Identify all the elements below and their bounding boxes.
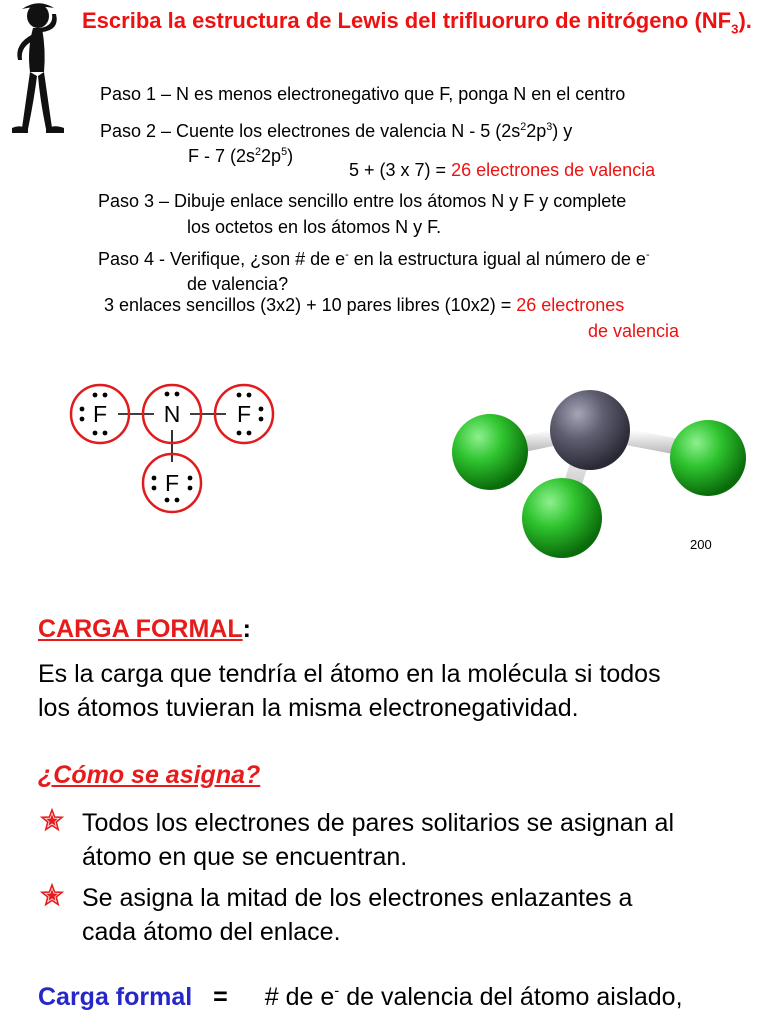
model-caption: 200 [690, 537, 712, 552]
thinking-figure-icon [0, 0, 80, 140]
model-fluorine-right [670, 420, 746, 496]
check-result-cont: de valencia [588, 321, 680, 341]
carga-definition: Es la carga que tendría el átomo en la molécula si todos los átomos tuvieran la misma electronegatividad. [38, 660, 661, 722]
formula-label: Carga formal [38, 983, 193, 1011]
step-2-sum: 5 + (3 x 7) = 26 electrones de valencia [349, 160, 656, 180]
atom-f-right: F [236, 401, 252, 427]
star-icon [40, 808, 64, 832]
formula-rhs: # de e- de valencia del átomo aislado, [264, 982, 683, 1011]
step-3-text: Paso 3 – Dibuje enlace sencillo entre los átomos N y F y complete [98, 191, 627, 211]
step-4-text: Paso 4 - Verifique, ¿son # de e- en la estructura igual al número de e- [98, 249, 650, 269]
step-2-text: Paso 2 – Cuente los electrones de valencia N - 5 $(2s^22p^3)$ y [100, 121, 573, 141]
como-se-asigna-heading: ¿Cómo se asigna? [38, 761, 261, 789]
page-title: Escriba la estructura de Lewis del trifluoruro de nitrógeno $(NF_3)$. [82, 8, 752, 37]
check-text: 3 enlaces sencillos (3x2) + 10 pares libres (10x2) = 26 electrones [104, 295, 625, 315]
step-4-text-cont: de valencia? [187, 274, 289, 294]
star-icon [40, 883, 64, 907]
formula-line [38, 983, 683, 1012]
atom-f-bottom: F [164, 470, 180, 496]
valence-total: 26 electrones de valencia [451, 160, 656, 180]
model-nitrogen [550, 390, 630, 470]
check-result: 26 electrones [516, 295, 625, 315]
step-1-text: Paso 1 – N es menos electronegativo que F, ponga N en el centro [100, 84, 626, 104]
nf3-ball-model [440, 380, 760, 570]
step-3-text-cont: los octetos en los átomos N y F. [187, 217, 442, 237]
formula-equals: = [213, 983, 228, 1011]
atom-n: N [163, 401, 181, 427]
model-fluorine-bottom [522, 478, 602, 558]
carga-formal-heading: CARGA FORMAL: [38, 615, 251, 643]
step-2-fluorine-text: F - 7 $(2s^22p^5)$ [188, 146, 294, 166]
bullet-bonding-electrons: Se asigna la mitad de los electrones enlazantes a cada átomo del enlace. [40, 881, 768, 949]
lewis-structure-diagram [60, 376, 290, 516]
model-fluorine-left [452, 414, 528, 490]
atom-f-left: F [92, 401, 108, 427]
bullet-lone-pairs: Todos los electrones de pares solitarios se asignan al átomo en que se encuentran. [40, 806, 768, 874]
